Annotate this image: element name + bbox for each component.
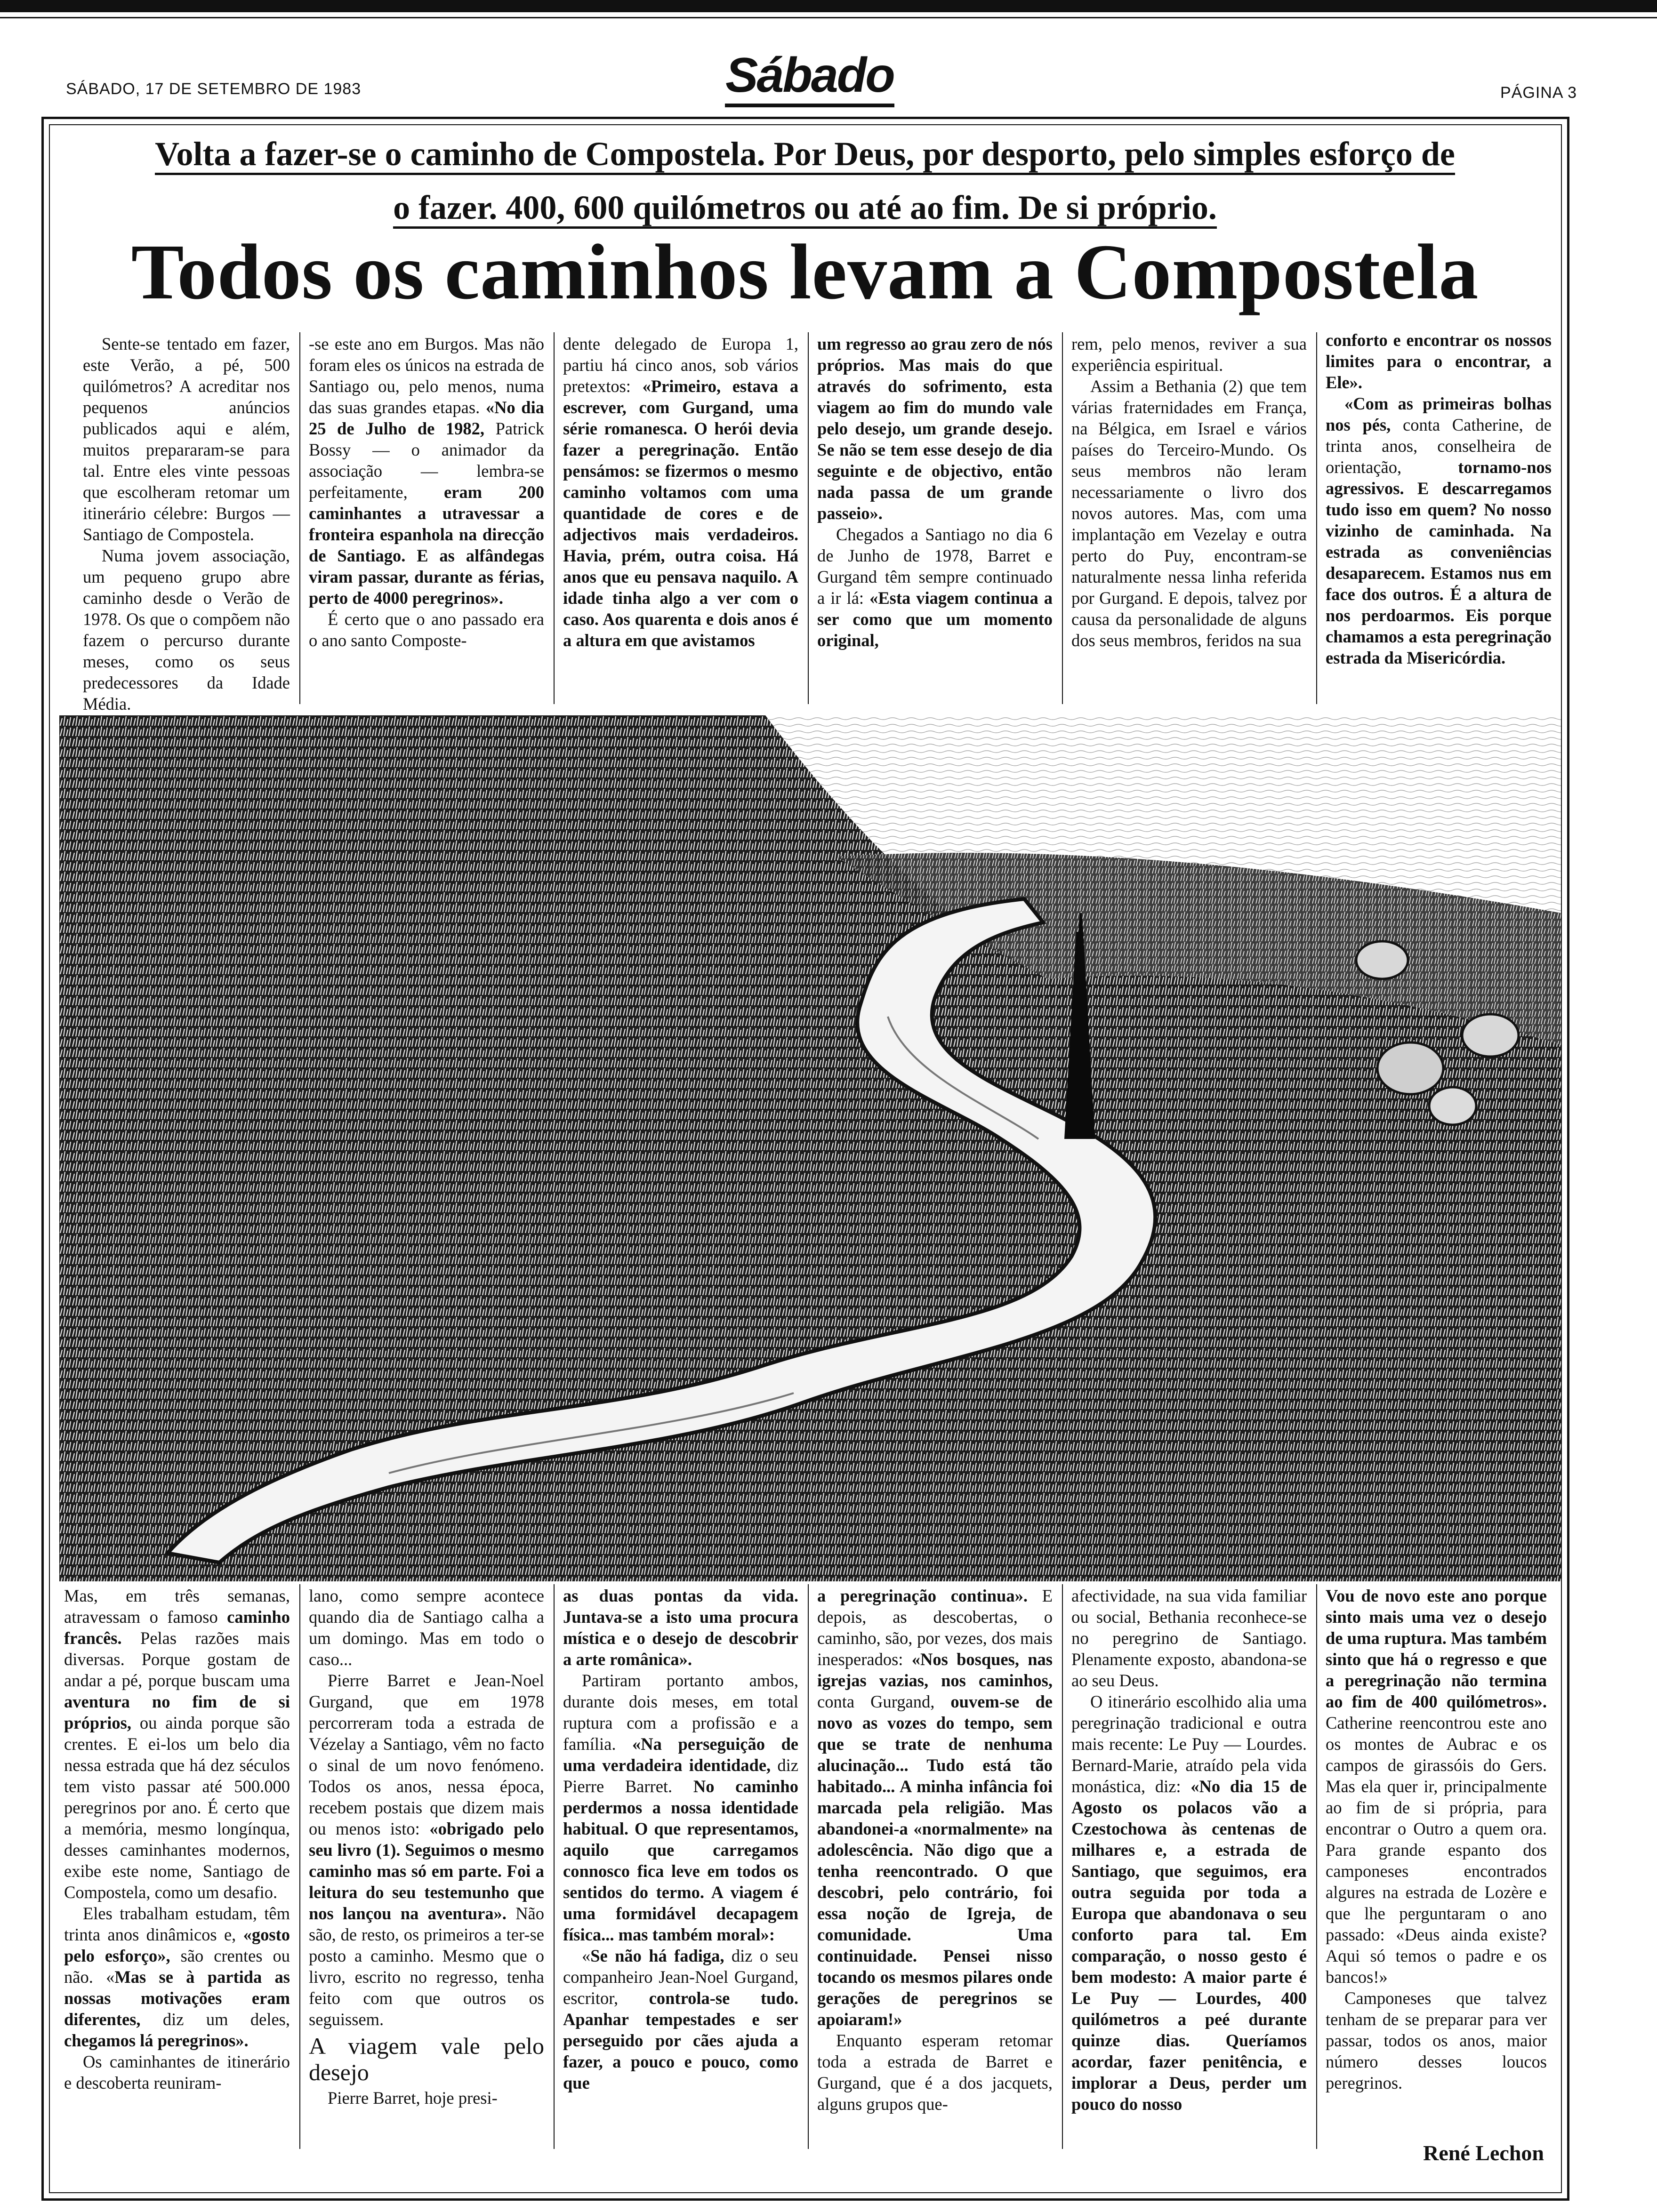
column-rule	[1316, 332, 1317, 704]
column-rule	[554, 332, 555, 704]
column-bottom-1: Mas, em três semanas, atravessam o famoso caminho francês. Pelas razões mais diversas. Porque gostam de andar a pé, porque buscam uma aventura no fim de si próprios, ou ainda porque são crentes. E ei-los um belo dia nessa estrada que há dez séculos tem visto passar até 500.000 peregrinos por ano. É certo que a memória, mesmo longínqua, desses caminhantes modernos, exibe este nome, Santiago de Compostela, como um desafio. Eles trabalham estudam, têm trinta anos dinâmicos e, «gosto pelo esforço», são crentes ou não. «Mas se à partida as nossas motivações eram diferentes, diz um deles, chegamos lá peregrinos». Os caminhantes de itinerário e descoberta reuniram-	[64, 1586, 290, 2092]
column-rule	[554, 1584, 555, 2149]
column-top-6: conforto e encontrar os nossos limites para o encontrar, a Ele». «Com as primeiras bolhas nos pés, conta Catherine, de trinta anos, conselheira de orientação, tornamo-nos agressivos. E descarregamos tudo isso em quem? No nosso vizinho de caminhada. Na estrada as conveniências desaparecem. Estamos nus em face dos outros. É a altura de nos perdoarmos. Eis porque chamamos a esta peregrinação estrada da Misericórdia.	[1326, 330, 1552, 667]
deck-line-1: Volta a fazer-se o caminho de Compostela. Por Deus, por desporto, pelo simples esforço de	[155, 135, 1455, 175]
column-rule	[1316, 1584, 1317, 2149]
column-top-3: dente delegado de Europa 1, partiu há cinco anos, sob vários pretextos: «Primeiro, estava a escrever, com Gurgand, uma série romanesca. O herói devia fazer a peregrinação. Então pensámos: se fizermos o mesmo caminho voltamos com uma quantidade de cores e de adjectivos mais verdadeiros. Havia, prém, outra coisa. Há anos que eu pensava naquilo. A idade tinha algo a ver com o caso. Aos quarenta e dois anos é a altura em que avistamos	[563, 334, 799, 650]
column-rule	[1062, 332, 1063, 704]
article-headline: Todos os caminhos levam a Compostela	[131, 228, 1479, 316]
top-rule-line	[0, 17, 1657, 18]
column-top-2: -se este ano em Burgos. Mas não foram eles os únicos na estrada de Santiago ou, pelo menos, numa das suas grandes etapas. «No dia 25 de Julho de 1982, Patrick Bossy — o animador da associação — lembra-se perfeitamente, eram 200 caminhantes a utravessar a fronteira espanhola na direcção de Santiago. E as alfândegas viram passar, durante as férias, perto de 4000 peregrinos». É certo que o ano passado era o ano santo Composte-	[309, 334, 544, 650]
column-rule	[808, 1584, 809, 2149]
column-bottom-3: as duas pontas da vida. Juntava-se a isto uma procura mística e o desejo de descobrir a arte românica». Partiram portanto ambos, durante dois meses, em total ruptura com a profissão e a família. «Na perseguição de uma verdadeira identidade, diz Pierre Barret. No caminho perdermos a nossa identidade habitual. O que representamos, aquilo que carregamos connosco fica leve em todos os sentidos do termo. A viagem é uma formidável decapagem física... mas também moral»: «Se não há fadiga, diz o seu companheiro Jean-Noel Gurgand, escritor, controla-se tudo. Apanhar tempestades e ser perseguido por cães ajuda a fazer, a pouco e pouco, como que	[563, 1586, 798, 2092]
column-bottom-6: Vou de novo este ano porque sinto mais uma vez o desejo de uma ruptura. Mas também sinto que há o regresso e que a peregrinação não termina ao fim de 400 quilómetros». Catherine reencontrou este ano os montes de Aubrac e os campos de girassóis do Gers. Mas ela quer ir, principalmente ao fim de si própria, para encontrar o Outro a quem ora. Para grande espanto dos camponeses encontrados algures na estrada de Lozère e que lhe perguntaram o ano passado: «Deus ainda existe? Aqui só temos o padre e os bancos!» Camponeses que talvez tenham de se preparar para ver passar, todos os anos, maior número desses loucos peregrinos.	[1326, 1586, 1547, 2092]
column-bottom-2: lano, como sempre acontece quando dia de Santiago calha a um domingo. Mas em todo o caso... Pierre Barret e Jean-Noel Gurgand, que em 1978 percorreram toda a estrada de Vézelay a Santiago, vêm no facto o sinal de um novo fenómeno. Todos os anos, nessa época, recebem postais que dizem mais ou menos isto: «obrigado pelo seu livro (1). Seguimos o mesmo caminho mas só em parte. Foi a leitura do seu testemunho que nos lançou na aventura». Não são, de resto, os primeiros a ter-se posto a caminho. Mesmo que o livro, escrito no regresso, tenha feito com que outros os seguissem. A viagem vale pelo desejo Pierre Barret, hoje presi-	[309, 1586, 545, 2108]
column-bottom-5: afectividade, na sua vida familiar ou social, Bethania reconhece-se no peregrino de Santiago. Plenamente exposto, abandona-se ao seu Deus. O itinerário escolhido alia uma peregrinação tradicional e outra mais recente: Le Puy — Lourdes. Bernard-Marie, atraído pela vida monástica, diz: «No dia 15 de Agosto os polacos vão a Czestochowa às centenas de milhares e, a estrada de Santiago, que seguimos, era outra seguida por toda a Europa que abandonava o seu conforto para tal. Em comparação, o nosso gesto é bem modesto: A maior parte é Le Puy — Lourdes, 400 quilómetros a peé durante quinze dias. Queríamos acordar, fazer penitência, e implorar a Deus, perder um pouco do nosso	[1071, 1586, 1307, 2114]
column-top-4: um regresso ao grau zero de nós próprios. Mas mais do que através do sofrimento, esta viagem ao fim do mundo vale pelo desejo, um grande desejo. Se não se tem esse desejo de dia seguinte e de objectivo, então nada passa de um grande passeio». Chegados a Santiago no dia 6 de Junho de 1978, Barret e Gurgand têm sempre continuado a ir lá: «Esta viagem continua a ser como que um momento original,	[817, 334, 1053, 650]
river-valley-illustration	[59, 715, 1561, 1581]
column-bottom-4: a peregrinação continua». E depois, as descobertas, o caminho, são, por vezes, dos mais inesperados: «Nos bosques, nas igrejas vazias, nos caminhos, conta Gurgand, ouvem-se de novo as vozes do tempo, sem que se trate de nenhuma alucinação... Tudo está tão habitado... A minha infância foi marcada pela religião. Mas abandonei-a «normalmente» na adolescência. Não digo que a tenha reencontrado. O que descobri, pelo contrário, foi essa noção de Igreja, de comunidade. Uma continuidade. Pensei nisso tocando os mesmos pilares onde gerações de peregrinos se apoiaram!» Enquanto esperam retomar toda a estrada de Barret e Gurgand, que é a dos jacquets, alguns grupos que-	[817, 1586, 1053, 2114]
issue-date: SÁBADO, 17 DE SETEMBRO DE 1983	[66, 80, 362, 98]
column-top-1: Sente-se tentado em fazer, este Verão, a pé, 500 quilómetros? A acreditar nos pequenos anúncios publicados aqui e além, muitos prepararam-se para tal. Entre eles vinte pessoas que escolheram retomar um itinerário célebre: Burgos — Santiago de Compostela. Numa jovem associação, um pequeno grupo abre caminho desde o Verão de 1978. Os que o compõem não fazem o percurso durante meses, como os seus predecessores da Idade Média.	[83, 334, 290, 713]
author-signature: René Lechon	[1423, 2141, 1544, 2165]
column-rule	[808, 332, 809, 704]
column-rule	[299, 332, 300, 704]
top-rule	[0, 0, 1657, 12]
masthead-logo: Sábado	[725, 47, 894, 107]
column-rule	[299, 1584, 300, 2149]
column-rule	[1062, 1584, 1063, 2149]
column-top-5: rem, pelo menos, reviver a sua experiência espiritual. Assim a Bethania (2) que tem várias fraternidades em França, na Bélgica, em Israel e vários países do Terceiro-Mundo. Os seus membros não leram necessariamente o livro dos novos autores. Mas, com uma implantação em Vezelay e outra perto do Puy, encontram-se naturalmente nessa linha referida por Gurgand. E depois, talvez por causa da personalidade de alguns dos seus membros, feridos na sua	[1071, 334, 1307, 650]
article-deck	[71, 127, 1539, 234]
deck-line-2: o fazer. 400, 600 quilómetros ou até ao fim. De si próprio.	[393, 189, 1217, 229]
page-number: PÁGINA 3	[1500, 84, 1577, 102]
